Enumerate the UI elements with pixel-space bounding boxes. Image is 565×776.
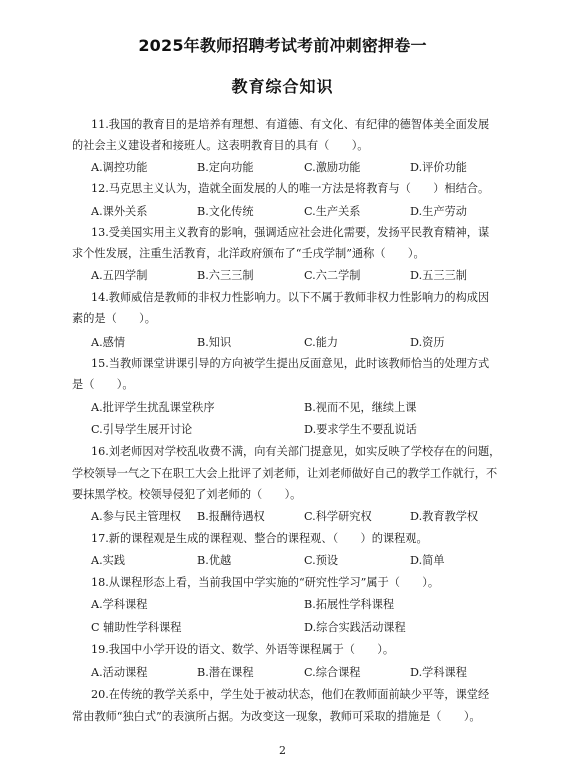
question-16-line-1: 16.刘老师因对学校乱收费不满，向有关部门提意见，如实反映了学校存在的问题， [91, 445, 501, 458]
question-17-option-a: A.实践 [91, 554, 126, 567]
question-11-option-c: C.激励功能 [304, 161, 361, 174]
question-18-option-a: A.学科课程 [91, 598, 148, 611]
question-14-line-2: 素的是（ ）。 [72, 312, 156, 325]
question-16-line-2: 学校领导一气之下在职工大会上批评了刘老师，让刘老师做好自己的教学工作就行，不 [72, 467, 498, 480]
question-17-option-c: C.预设 [304, 554, 339, 567]
question-18-option-d: D.综合实践活动课程 [304, 621, 406, 634]
question-13-line-1: 13.受美国实用主义教育的影响，强调适应社会进化需要，发扬平民教育精神，谋 [91, 226, 490, 239]
question-15-line-1: 15.当教师课堂讲课引导的方向被学生提出反面意见，此时该教师恰当的处理方式 [91, 357, 490, 370]
question-19-option-c: C.综合课程 [304, 666, 361, 679]
question-16-option-b: B.报酬待遇权 [197, 510, 265, 523]
question-14-option-b: B.知识 [197, 336, 232, 349]
question-19-option-b: B.潜在课程 [197, 666, 254, 679]
question-12-option-b: B.文化传统 [197, 205, 254, 218]
question-17-option-b: B.优越 [197, 554, 232, 567]
question-15-option-d: D.要求学生不要乱说话 [304, 423, 417, 436]
question-19-line-1: 19.我国中小学开设的语文、数学、外语等课程属于（ ）。 [91, 643, 395, 656]
question-14-line-1: 14.教师威信是教师的非权力性影响力。以下不属于教师非权力性影响力的构成因 [91, 291, 490, 304]
question-16-line-3: 要抹黑学校。校领导侵犯了刘老师的（ ）。 [72, 488, 302, 501]
question-13-option-a: A.五四学制 [91, 269, 148, 282]
question-20-line-1: 20.在传统的教学关系中，学生处于被动状态，他们在教师面前缺少平等，课堂经 [91, 688, 490, 701]
question-16-option-d: D.教育教学权 [410, 510, 479, 523]
question-11-line-1: 11.我国的教育目的是培养有理想、有道德、有文化、有纪律的德智体美全面发展 [91, 118, 490, 131]
question-12-line-1: 12.马克思主义认为，造就全面发展的人的唯一方法是将教育与（ ）相结合。 [91, 182, 490, 195]
question-14-option-a: A.感情 [91, 336, 126, 349]
question-13-option-c: C.六二学制 [304, 269, 361, 282]
question-15-option-a: A.批评学生扰乱课堂秩序 [91, 401, 215, 414]
question-11-option-b: B.定向功能 [197, 161, 254, 174]
question-11-option-a: A.调控功能 [91, 161, 148, 174]
question-16-option-c: C.科学研究权 [304, 510, 372, 523]
question-15-option-b: B.视而不见，继续上课 [304, 401, 417, 414]
page-number: 2 [279, 744, 286, 757]
question-12-option-a: A.课外关系 [91, 205, 148, 218]
question-15-option-c: C.引导学生展开讨论 [91, 423, 193, 436]
question-17-option-d: D.简单 [410, 554, 445, 567]
question-15-line-2: 是（ ）。 [72, 378, 134, 391]
question-16-option-a: A.参与民主管理权 [91, 510, 181, 523]
question-13-line-2: 求个性发展，注重生活教育，北洋政府颁布了“壬戌学制”通称（ ）。 [72, 247, 425, 260]
question-17-line-1: 17.新的课程观是生成的课程观、整合的课程观、（ ）的课程观。 [91, 532, 428, 545]
question-18-option-b: B.拓展性学科课程 [304, 598, 395, 611]
question-13-option-b: B.六三三制 [197, 269, 254, 282]
question-19-option-d: D.学科课程 [410, 666, 467, 679]
question-20-line-2: 常由教师“独白式”的表演所占据。为改变这一现象，教师可采取的措施是（ ）。 [72, 710, 481, 723]
paper-subtitle: 教育综合知识 [231, 77, 334, 96]
question-14-option-c: C.能力 [304, 336, 339, 349]
paper-title: 2025年教师招聘考试考前冲刺密押卷一 [138, 36, 427, 55]
question-19-option-a: A.活动课程 [91, 666, 148, 679]
question-18-line-1: 18.从课程形态上看，当前我国中学实施的“研究性学习”属于（ ）。 [91, 576, 440, 589]
question-12-option-d: D.生产劳动 [410, 205, 467, 218]
question-11-option-d: D.评价功能 [410, 161, 467, 174]
question-18-option-c: C 辅助性学科课程 [91, 621, 182, 634]
question-11-line-2: 的社会主义建设者和接班人。这表明教育目的具有（ ）。 [72, 139, 369, 152]
question-13-option-d: D.五三三制 [410, 269, 467, 282]
question-14-option-d: D.资历 [410, 336, 445, 349]
question-12-option-c: C.生产关系 [304, 205, 361, 218]
